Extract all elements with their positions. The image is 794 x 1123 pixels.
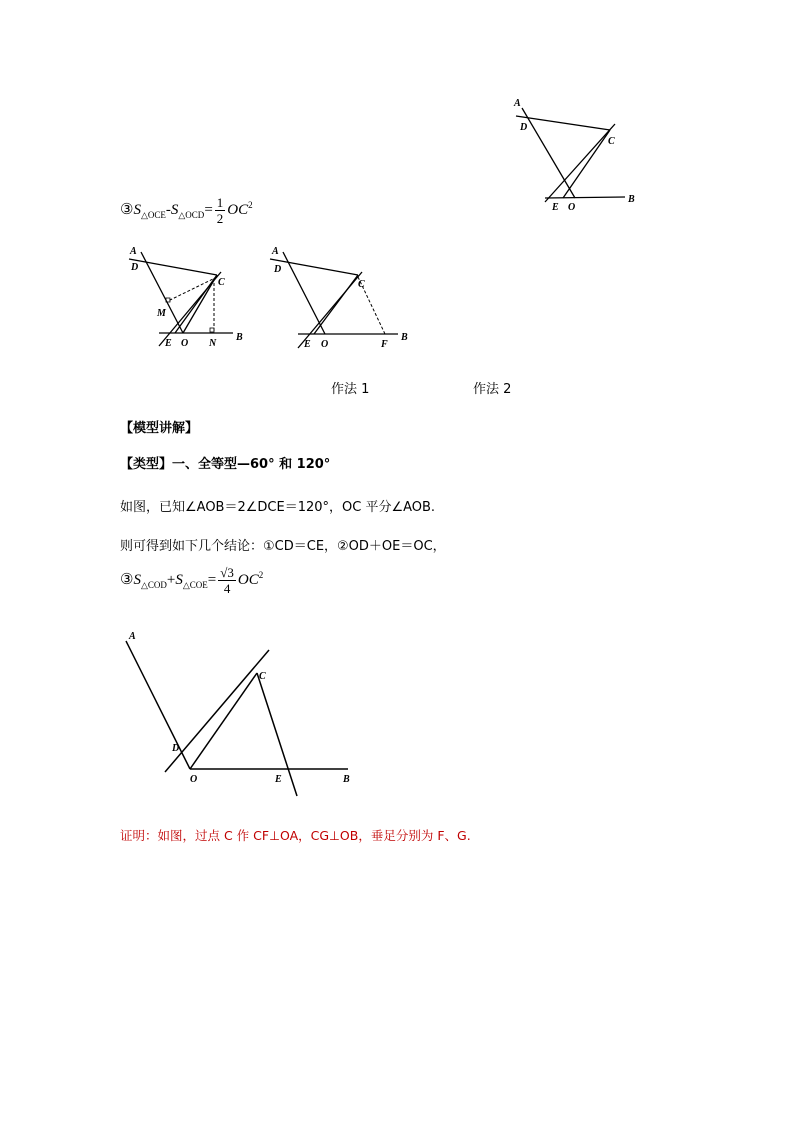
label-C: C [259,671,266,682]
label-E: E [275,774,282,785]
label-E: E [304,339,311,350]
label-D: D [274,264,282,275]
label-F: F [381,339,388,350]
label-O: O [568,202,576,213]
label-D: D [172,743,180,754]
caption-method-2: 作法 2 [473,382,512,397]
label-O: O [321,339,329,350]
problem-statement: 如图，已知∠AOB＝2∠DCE＝120°，OC 平分∠AOB. [120,500,436,515]
type-label: 【类型】一、全等型—60° 和 120° [120,457,331,472]
label-B: B [628,194,635,205]
label-C: C [358,279,365,290]
formula-area-difference: $③S_{\triangle OCE}-S_{\triangle OCD}=$ $\frac{1}{2}$ $OC^2$ [120,195,253,226]
caption-method-1: 作法 1 [331,382,370,397]
label-A: A [272,246,279,257]
label-B: B [401,332,408,343]
label-E: E [552,202,559,213]
label-D: D [520,122,528,133]
label-C: C [608,136,615,147]
label-D: D [131,262,139,273]
label-O: O [181,338,189,349]
label-A: A [514,98,521,109]
section-heading: 【模型讲解】 [120,421,199,436]
label-C: C [218,277,225,288]
label-A: A [129,631,136,642]
formula-area-sum: $③S_{\triangle COD}+S_{\triangle COE}=$ $\frac{√3}{4}$ $OC^2$ [120,565,264,596]
label-O: O [190,774,198,785]
label-E: E [165,338,172,349]
label-A: A [130,246,137,257]
proof-text: 证明：如图，过点 C 作 CF⊥OA，CG⊥OB，垂足分别为 F、G. [120,828,471,843]
label-N: N [209,338,217,349]
label-B: B [343,774,350,785]
label-M: M [157,308,166,319]
label-B: B [236,332,243,343]
conclusions-line: 则可得到如下几个结论：①CD＝CE，②OD＋OE＝OC， [120,539,446,554]
